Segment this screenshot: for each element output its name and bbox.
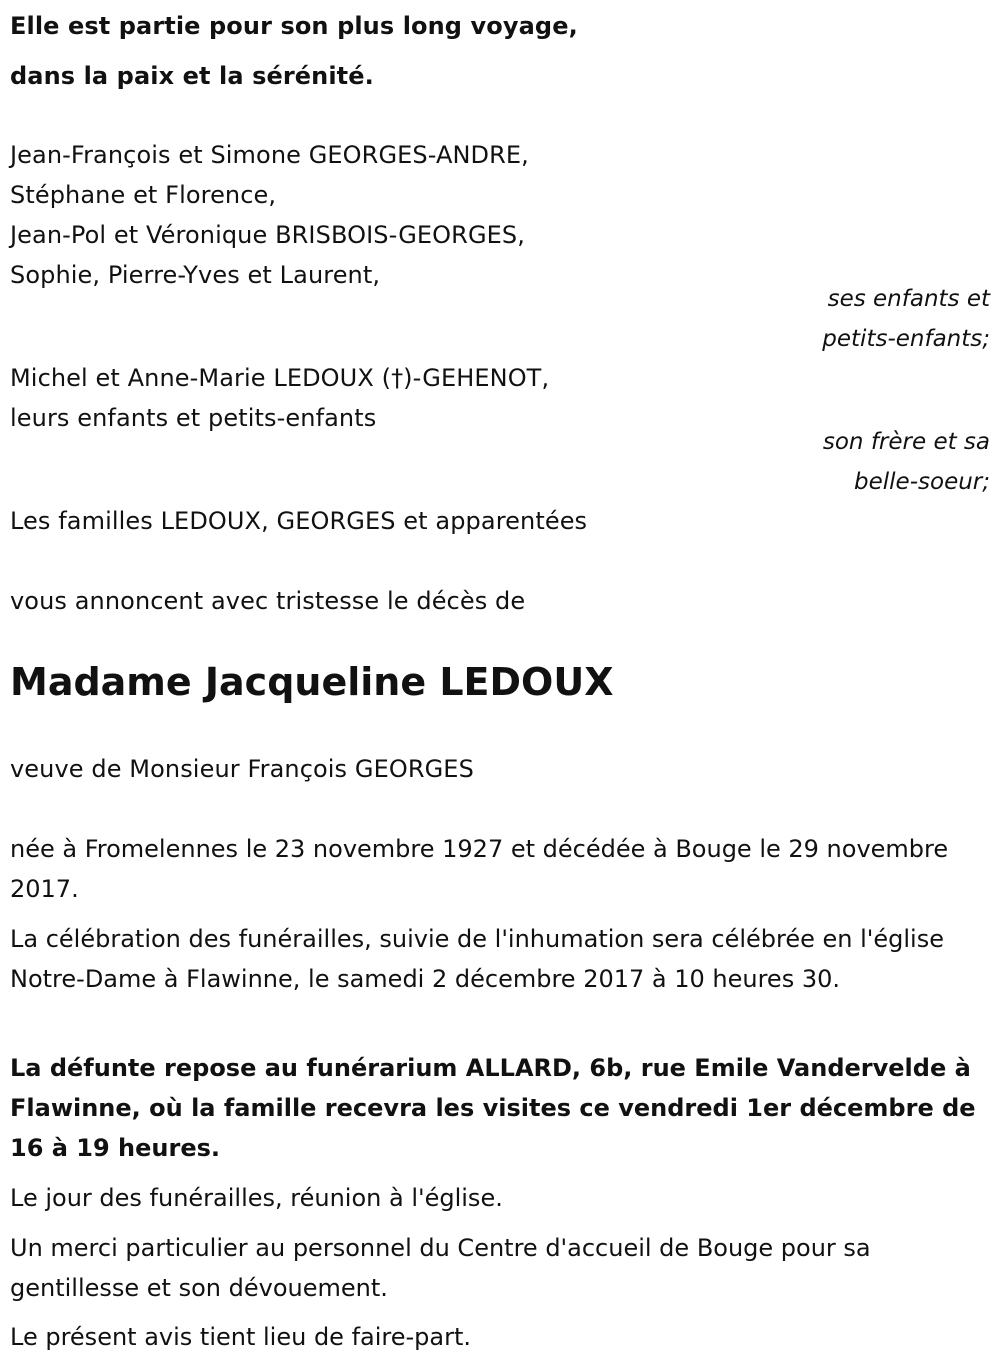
deceased-name: Madame Jacqueline LEDOUX (10, 660, 614, 704)
families-line: Les familles LEDOUX, GEORGES et apparentées (10, 507, 588, 535)
meeting-paragraph: Le jour des funérailles, réunion à l'église. (10, 1184, 503, 1212)
spouse-line: veuve de Monsieur François GEORGES (10, 755, 474, 783)
opening-line-1: Elle est partie pour son plus long voyage, (10, 12, 578, 40)
family-sibling-2: leurs enfants et petits-enfants (10, 404, 377, 432)
announcement-line: vous annoncent avec tristesse le décès de (10, 587, 526, 615)
family-child-4: Sophie, Pierre-Yves et Laurent, (10, 261, 381, 289)
family-sibling-1: Michel et Anne-Marie LEDOUX (†)-GEHENOT, (10, 364, 550, 392)
children-role-line-1: ses enfants et (827, 286, 990, 312)
family-child-2: Stéphane et Florence, (10, 181, 277, 209)
opening-line-2: dans la paix et la sérénité. (10, 62, 374, 90)
visitation-paragraph: La défunte repose au funérarium ALLARD, 6b, rue Emile Vandervelde à Flawinne, où la famille recevra les visites ce vendredi 1er décembre de 16 à 19 heures. (10, 1054, 976, 1162)
ceremony-paragraph: La célébration des funérailles, suivie de l'inhumation sera célébrée en l'église Notre-Dame à Flawinne, le samedi 2 décembre 2017 à 10 heures 30. (10, 925, 944, 993)
siblings-role-line-2: belle-soeur; (854, 469, 990, 495)
birth-death-paragraph: née à Fromelennes le 23 novembre 1927 et décédée à Bouge le 29 novembre 2017. (10, 835, 949, 903)
family-child-3: Jean-Pol et Véronique BRISBOIS-GEORGES, (10, 221, 525, 249)
family-child-1: Jean-François et Simone GEORGES-ANDRE, (10, 141, 529, 169)
notice-paragraph: Le présent avis tient lieu de faire-part. (10, 1323, 472, 1351)
children-role-line-2: petits-enfants; (822, 326, 990, 352)
siblings-role-line-1: son frère et sa (822, 429, 990, 455)
thanks-paragraph: Un merci particulier au personnel du Centre d'accueil de Bouge pour sa gentillesse et son dévouement. (10, 1234, 871, 1302)
